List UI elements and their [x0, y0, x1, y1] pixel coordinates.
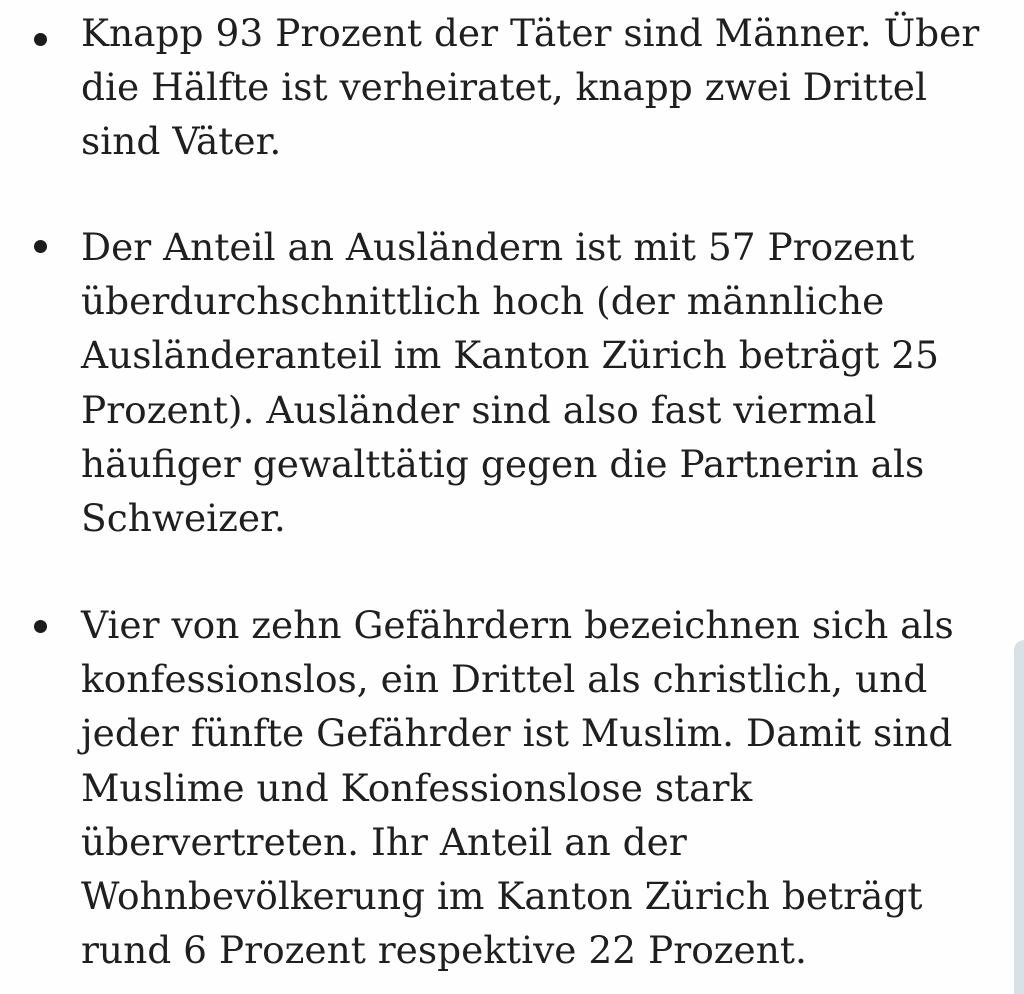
- text-line: Muslime und Konfessionslose stark: [81, 765, 753, 810]
- scroll-edge-handle[interactable]: [1014, 640, 1024, 994]
- list-item-text: [81, 6, 981, 169]
- text-line: konfessionslos, ein Drittel als christlich, und: [81, 657, 928, 702]
- text-line: jeder fünfte Gefährder ist Muslim. Damit sind: [81, 711, 953, 756]
- list-item-text: [81, 220, 981, 545]
- bullet-dot-icon: [34, 33, 47, 46]
- list-item-text: [81, 598, 981, 977]
- text-line: Prozent). Ausländer sind also fast viermal: [81, 387, 877, 432]
- bullet-dot-icon: [34, 240, 47, 253]
- text-line: rund 6 Prozent respektive 22 Prozent.: [81, 928, 807, 973]
- text-line: sind Väter.: [81, 119, 282, 164]
- text-line: übervertreten. Ihr Anteil an der: [81, 819, 687, 864]
- text-line: Wohnbevölkerung im Kanton Zürich beträgt: [81, 874, 923, 919]
- text-line: Vier von zehn Gefährdern bezeichnen sich als: [81, 603, 954, 647]
- bullet-dot-icon: [34, 620, 47, 633]
- text-line: die Hälfte ist verheiratet, knapp zwei Drittel: [81, 65, 927, 110]
- text-line: häufiger gewalttätig gegen die Partnerin als: [81, 441, 925, 486]
- text-line: Knapp 93 Prozent der Täter sind Männer. Über: [81, 11, 980, 55]
- text-line: Ausländeranteil im Kanton Zürich beträgt 25: [81, 333, 939, 378]
- text-line: überdurchschnittlich hoch (der männliche: [81, 279, 885, 324]
- text-line: Der Anteil an Ausländern ist mit 57 Prozent: [81, 225, 915, 269]
- text-line: Schweizer.: [81, 496, 286, 541]
